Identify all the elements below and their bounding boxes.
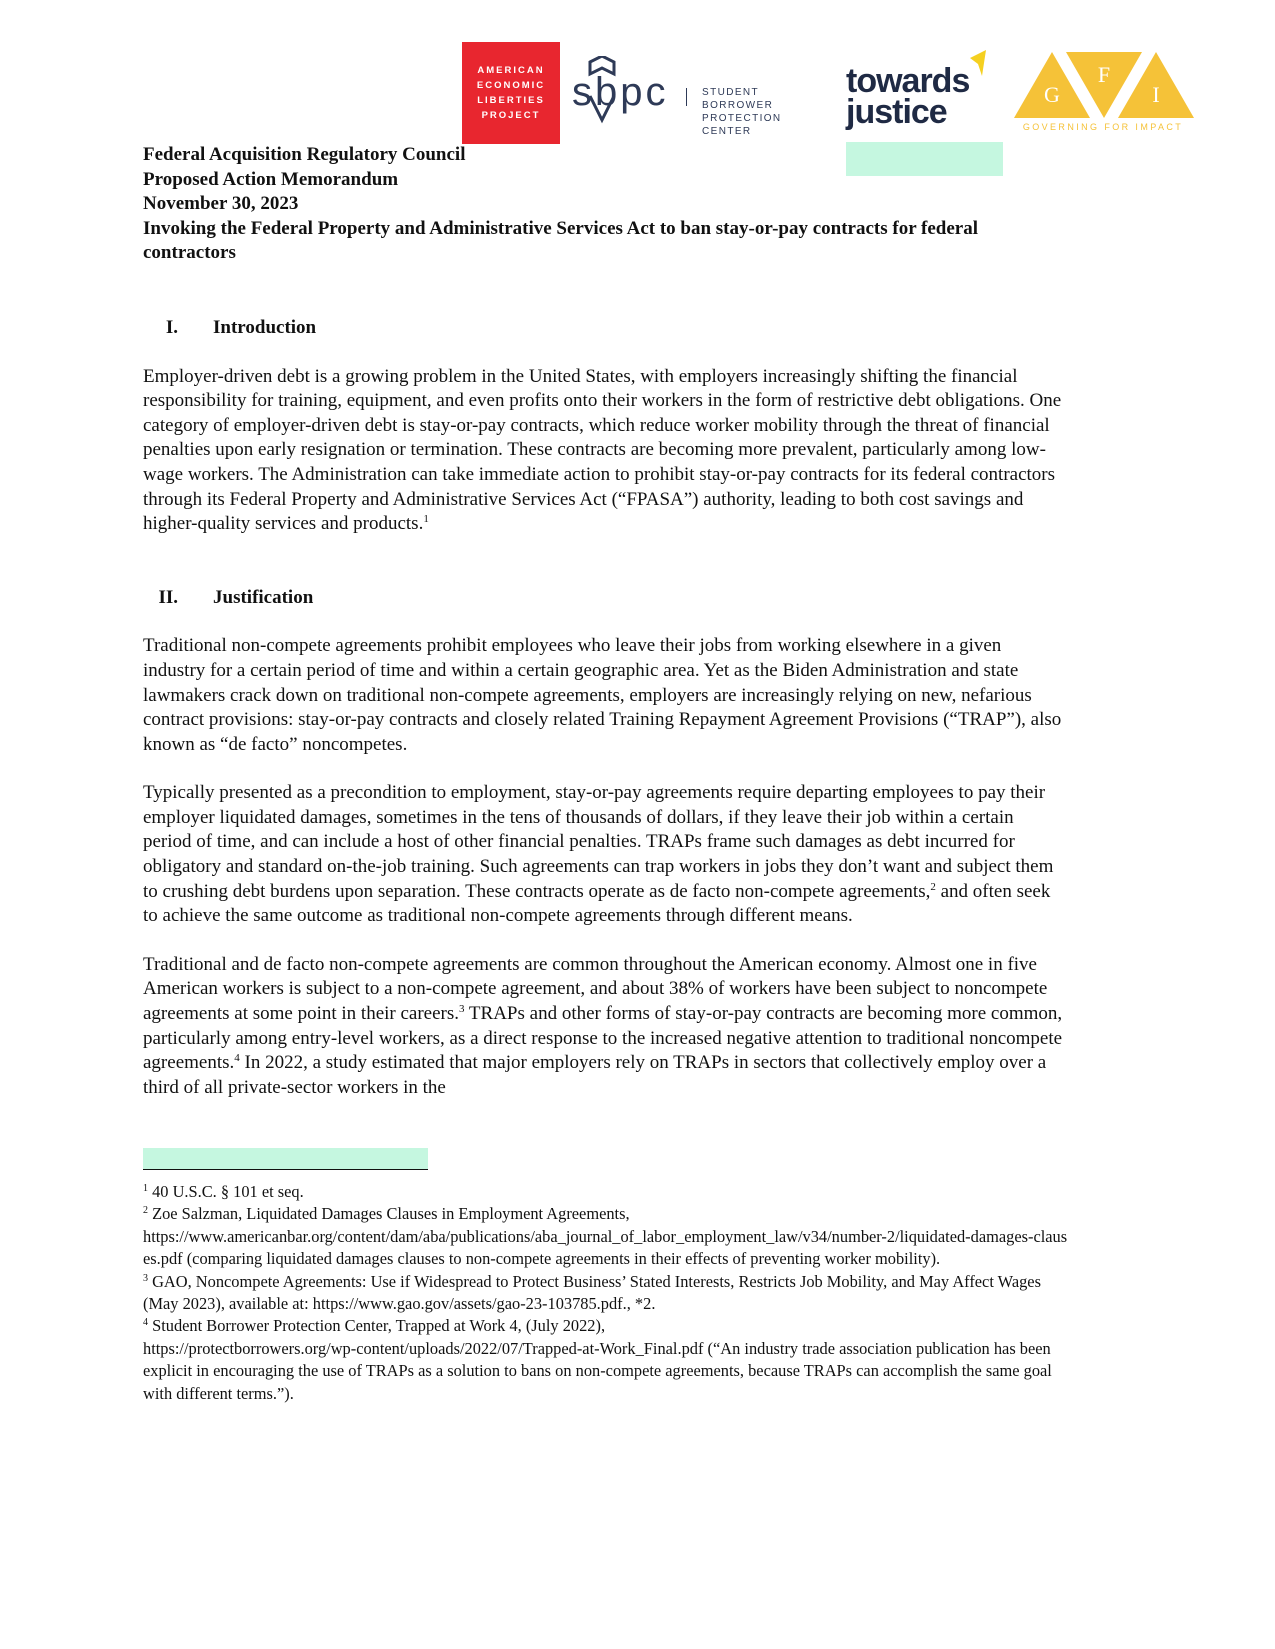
gfi-letter: F (1097, 62, 1111, 87)
aelp-logo-line: LIBERTIES (477, 95, 545, 106)
towards-justice-logo (846, 62, 970, 131)
footnote (143, 1315, 1068, 1405)
memo-council: Federal Acquisition Regulatory Council (143, 144, 466, 165)
gfi-letter: G (1044, 82, 1060, 107)
paragraph-text: TRAPs and other forms of stay-or-pay contracts are becoming more common, particularly among entry-level workers, as a direct response to the increased negative attention to traditional noncompete agreements. (143, 1003, 1063, 1074)
footnote-number: 3 (143, 1272, 148, 1284)
aelp-logo (462, 42, 560, 144)
section-numeral: II. (158, 586, 178, 608)
paragraph-text: and often seek to achieve the same outcome as traditional non-compete agreements through different means. (143, 880, 1051, 927)
sbpc-name-line: PROTECTION CENTER (702, 113, 782, 137)
footnote-number: 4 (143, 1317, 148, 1329)
footnote-text: (“An industry trade association publication has been explicit in encouraging the use of TRAPs as a solution to bans on non-compete agreements, because TRAPs can accomplish the same goal with different terms.”). (143, 1338, 1052, 1403)
towards-justice-line: justice (846, 93, 947, 131)
sbpc-logo (572, 56, 822, 137)
section-numeral: I. (165, 316, 178, 338)
sbpc-name (702, 86, 822, 138)
paragraph-text: Employer-driven debt is a growing problem in the United States, with employers increasingly shifting the financial responsibility for training, equipment, and even profits onto their workers in the form of restrictive debt obligations. One category of employer-driven debt is stay-or-pay contracts, which reduce worker mobility through the threat of financial penalties upon early resignation or termination. These contracts are becoming more prevalent, particularly among low-wage workers. The Administration can take immediate action to prohibit stay-or-pay contracts for its federal contractors through its Federal Property and Administrative Services Act (“FPASA”) authority, leading to both cost savings and higher-quality services and products. (143, 365, 1062, 535)
memo-date: November 30, 2023 (143, 193, 299, 215)
footnote-ref[interactable]: 2 (930, 880, 936, 893)
towards-justice-line: towards (846, 62, 970, 100)
footnote-text: GAO, Noncompete Agreements: Use if Widespread to Protect Business’ Stated Interests, Restricts Job Mobility, and May Affect Wages (May 2023), available at: https://www.gao.gov/assets/gao-23-103785.pdf., *2. (143, 1271, 1041, 1314)
sbpc-name-line: STUDENT BORROWER (702, 87, 774, 111)
footnote-ref[interactable]: 3 (459, 1003, 465, 1016)
footnote-link[interactable]: https://protectborrowers.org/wp-content/uploads/2022/07/Trapped-at-Work_Final.pdf (143, 1338, 704, 1358)
footnote-ref[interactable]: 1 (423, 513, 429, 526)
section-heading-justification (143, 586, 1063, 611)
footnote-text: Zoe Salzman, Liquidated Damages Clauses in Employment Agreements, (148, 1204, 630, 1224)
section-title: Introduction (213, 316, 317, 338)
memo-type: Proposed Action Memorandum (143, 168, 399, 190)
footnote-text: Student Borrower Protection Center, Trapped at Work 4, (July 2022), (148, 1316, 606, 1336)
paragraph-text: Traditional and de facto non-compete agreements are common throughout the American economy. Almost one in five American workers is subject to a non-compete agreement, and about 38% of workers have been subject to noncompete agreements at some point in their careers. (143, 953, 1048, 1025)
paragraph-text: In 2022, a study estimated that major employers rely on TRAPs in sectors that collectively employ over a third of all private-sector workers in the (143, 1052, 1047, 1098)
footnote (143, 1181, 1068, 1203)
footnote-link[interactable]: https://www.americanbar.org/content/dam/aba/publications/aba_journal_of_labor_employment_law/v34/number-2/liquidated-damages-clauses.pdf (143, 1226, 1068, 1269)
divider (686, 88, 687, 106)
justification-paragraph: Traditional non-compete agreements prohibit employees who leave their jobs from working elsewhere in a given industry for a certain period of time and within a certain geographic area. Yet as the Biden Administration and state lawmakers crack down on traditional non-compete agreements, employers are increasingly relying on new, nefarious contract provisions: stay-or-pay contracts and closely related Training Repayment Agreement Provisions (“TRAP”), also known as “de facto” noncompetes. (143, 635, 1062, 755)
intro-paragraph (143, 365, 1063, 537)
memo-subject: Invoking the Federal Property and Administrative Services Act to ban stay-or-pay contracts for federal contractors (143, 217, 979, 264)
paragraph-text: Typically presented as a precondition to employment, stay-or-pay agreements require departing employees to pay their employer liquidated damages, sometimes in the tens of thousands of dollars, if they leave their job within a certain period of time, and can include a host of other financial penalties. TRAPs frame such damages as debt incurred for obligatory and standard on-the-job training. Such agreements can trap workers in jobs they don’t want and subject them to crushing debt burdens upon separation. These contracts operate as de facto non-compete agreements, (143, 782, 1054, 902)
section-heading-introduction (143, 316, 1063, 341)
footnote-separator (143, 1148, 428, 1170)
footnote-ref[interactable]: 4 (234, 1052, 240, 1065)
footnote (143, 1271, 1068, 1316)
footnotes (143, 1181, 1068, 1405)
aelp-logo-line: AMERICAN (477, 65, 545, 76)
justification-paragraph (143, 781, 1063, 929)
gfi-letter: I (1152, 82, 1160, 107)
aelp-logo-line: ECONOMIC (476, 80, 546, 91)
memo-body (143, 143, 1063, 1100)
footnote-text: 40 U.S.C. § 101 et seq. (148, 1182, 304, 1201)
justification-paragraph (143, 953, 1063, 1101)
footnote (143, 1203, 1068, 1270)
arrow-icon (970, 50, 986, 80)
footnote-number: 1 (143, 1183, 148, 1194)
gfi-tagline: GOVERNING FOR IMPACT (1022, 122, 1184, 132)
aelp-logo-line: PROJECT (481, 110, 541, 121)
sbpc-wordmark: sbpc (572, 70, 669, 114)
section-title: Justification (213, 586, 314, 608)
memo-header (143, 143, 1063, 266)
footnote-text: (comparing liquidated damages clauses to non-compete agreements in their effects of preventing worker mobility). (182, 1249, 941, 1269)
footnote-number: 2 (143, 1205, 148, 1217)
